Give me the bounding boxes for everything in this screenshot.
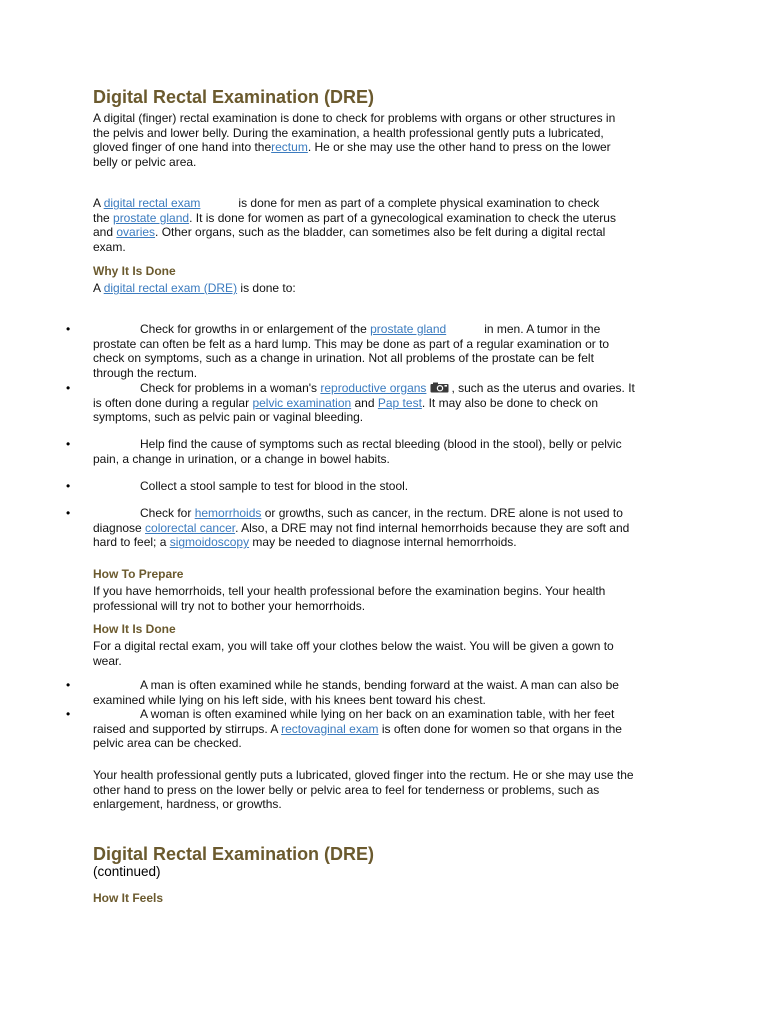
pelvic-examination-link[interactable]: pelvic examination [252,395,352,410]
text-line: wear. [93,653,122,668]
text-line [93,506,683,521]
text-line: other hand to press on the lower belly or pelvic area to feel for tenderness or problems, such as [93,782,600,797]
text-line [93,707,683,722]
camera-icon[interactable] [430,382,449,393]
text-line: prostate can often be felt as a hard lump. This may be done as part of a regular examination or to [93,336,610,351]
text-line: belly or pelvic area. [93,155,197,170]
text-line: pelvic area can be checked. [93,736,242,751]
why-item-symptoms [93,437,683,466]
pap-test-link[interactable]: Pap test [377,395,422,410]
text-line [93,211,683,226]
done-item-woman [93,707,683,751]
text-line: professional will try not to bother your hemorrhoids. [93,598,366,613]
why-item-prostate [93,322,683,381]
bullet-marker: • [66,707,71,721]
prepare-heading: How To Prepare [93,567,184,581]
text-fragment: . Also, a DRE may not find internal hemorrhoids because they are soft and [235,520,630,535]
text-line: Your health professional gently puts a lubricated, gloved finger into the rectum. He or she may use the [93,768,634,782]
dre-link[interactable]: digital rectal exam (DRE) [103,281,238,295]
text-line: enlargement, hardness, or growths. [93,797,282,812]
text-fragment: the [93,210,114,225]
intro-paragraph [93,111,683,170]
prostate-gland-link[interactable]: prostate gland [370,322,447,336]
text-fragment: , such as the uterus and ovaries. It [451,381,635,395]
text-line: check on symptoms, such as a change in urination. Not all problems of the prostate can be felt [93,351,594,366]
text-line [93,437,683,452]
text-fragment: A woman is often examined while lying on her back on an examination table, with her feet [140,707,615,721]
why-item-reproductive [93,381,683,425]
text-fragment: Check for [140,506,195,520]
bullet-marker: • [66,437,71,451]
text-fragment: . It may also be done to check on [421,395,599,410]
feels-heading: How It Feels [93,891,164,905]
text-line [93,521,683,536]
text-line: pain, a change in urination, or a change in bowel habits. [93,451,390,466]
text-fragment: Check for problems in a woman's [140,381,321,395]
text-fragment: A [93,196,104,210]
text-line: If you have hemorrhoids, tell your health professional before the examination begins. Your health [93,584,606,598]
ovaries-link[interactable]: ovaries [116,225,156,240]
text-fragment: and [351,395,378,410]
text-line [93,225,683,240]
text-fragment: . He or she may use the other hand to press on the lower [307,140,611,155]
text-line: A digital (finger) rectal examination is done to check for problems with organs or other structures in [93,111,616,125]
text-line [93,381,683,396]
bullet-marker: • [66,678,71,692]
text-line [93,196,683,211]
why-heading: Why It Is Done [93,264,176,278]
text-line: examined while lying on his left side, with his knees bent toward his chest. [93,692,486,707]
hemorrhoids-link[interactable]: hemorrhoids [194,506,262,520]
text-line [93,281,683,296]
text-fragment: is done to: [237,281,296,295]
text-fragment: hard to feel; a [93,535,170,550]
text-line [93,396,683,411]
bullet-marker: • [66,506,71,520]
text-fragment: Check for growths in or enlargement of the [140,322,371,336]
done-item-man [93,678,683,707]
closing-paragraph [93,768,683,812]
text-line: symptoms, such as pelvic pain or vaginal bleeding. [93,410,364,425]
text-fragment: may be needed to diagnose internal hemorrhoids. [249,535,517,550]
text-line [93,140,683,155]
text-fragment: gloved finger of one hand into the [93,140,272,155]
continued-label: (continued) [93,864,161,879]
text-line: the pelvis and lower belly. During the examination, a health professional gently puts a lubricated, [93,125,604,140]
reproductive-organs-link[interactable]: reproductive organs [320,381,427,395]
why-intro [93,281,683,296]
text-fragment: diagnose [93,520,146,535]
bullet-marker: • [66,381,71,395]
prostate-gland-link[interactable]: prostate gland [113,210,190,225]
text-line [93,479,683,494]
text-fragment: . Other organs, such as the bladder, can sometimes also be felt during a digital rectal [155,225,606,240]
bullet-marker: • [66,479,71,493]
text-fragment: A [93,281,104,295]
colorectal-cancer-link[interactable]: colorectal cancer [145,520,236,535]
text-line: exam. [93,240,126,255]
text-fragment: or growths, such as cancer, in the rectum. DRE alone is not used to [261,506,623,520]
sigmoidoscopy-link[interactable]: sigmoidoscopy [169,535,250,550]
prepare-paragraph [93,584,683,613]
text-line [93,535,683,550]
digital-rectal-exam-link[interactable]: digital rectal exam [103,196,201,210]
text-fragment: raised and supported by stirrups. A [93,721,282,736]
text-line [93,322,683,337]
text-fragment: is often done during a regular [93,395,253,410]
text-fragment: Collect a stool sample to test for blood in the stool. [140,479,409,493]
why-item-hemorrhoids [93,506,683,550]
text-line: For a digital rectal exam, you will take off your clothes below the waist. You will be given a gown to [93,639,614,653]
bullet-marker: • [66,322,71,336]
overview-paragraph [93,196,683,255]
page-title: Digital Rectal Examination (DRE) [93,87,375,107]
rectum-link[interactable]: rectum [271,140,308,155]
text-fragment: Help find the cause of symptoms such as rectal bleeding (blood in the stool), belly or pelvic [140,437,622,451]
text-line [93,678,683,693]
section-title-continued: Digital Rectal Examination (DRE) [93,844,375,864]
text-fragment: and [93,225,117,240]
text-line: through the rectum. [93,366,198,381]
rectovaginal-exam-link[interactable]: rectovaginal exam [281,721,379,736]
why-item-stool [93,479,683,494]
text-fragment: . It is done for women as part of a gynecological examination to check the uterus [189,210,616,225]
done-paragraph [93,639,683,668]
text-fragment: is often done for women so that organs in the [378,721,622,736]
text-fragment: A man is often examined while he stands, bending forward at the waist. A man can also be [140,678,619,692]
done-heading: How It Is Done [93,622,176,636]
text-line [93,722,683,737]
text-fragment: in men. A tumor in the [484,322,601,336]
text-fragment: is done for men as part of a complete physical examination to check [238,196,600,210]
